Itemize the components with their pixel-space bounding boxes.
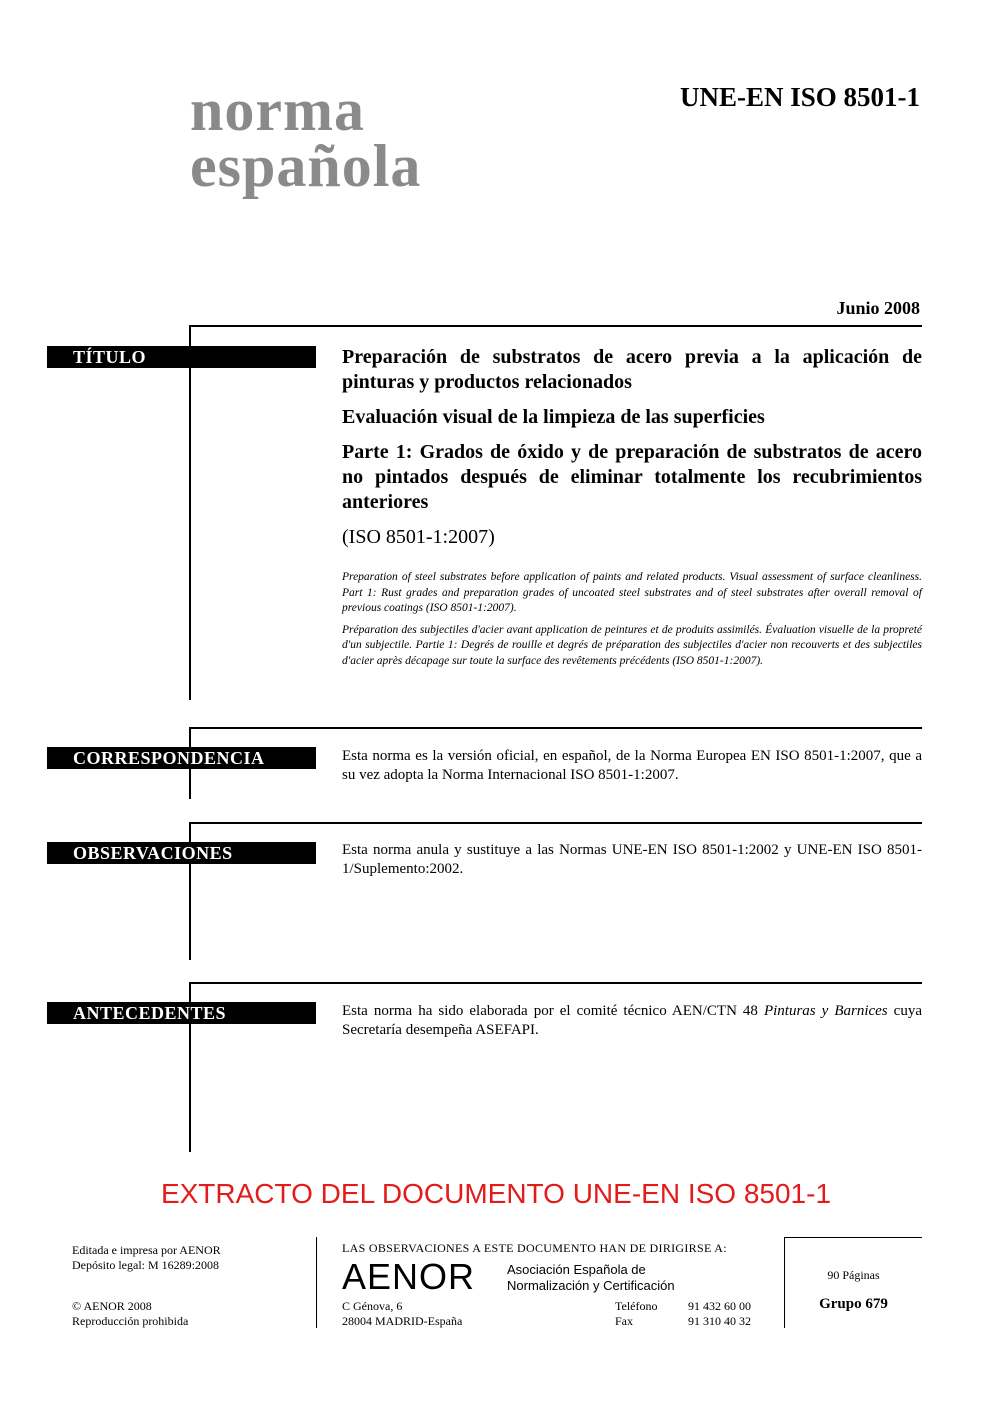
footer-publisher [72, 1243, 221, 1273]
footer-deposit: Depósito legal: M 16289:2008 [72, 1258, 219, 1272]
divider-antecedentes [190, 982, 922, 984]
address-line-2: 28004 MADRID-España [342, 1314, 463, 1328]
phone-number: 91 432 60 00 [688, 1299, 751, 1313]
footer-contact-values [688, 1299, 751, 1329]
vertical-rule-titulo [189, 325, 191, 700]
footer-divider-left [316, 1237, 317, 1328]
footer-rights [72, 1299, 188, 1329]
fax-label: Fax [615, 1314, 633, 1328]
footer-contact-labels [615, 1299, 657, 1329]
section-label-antecedentes: ANTECEDENTES [47, 1002, 316, 1024]
divider-titulo [190, 325, 922, 327]
titulo-content [342, 345, 922, 675]
phone-label: Teléfono [615, 1299, 658, 1313]
aenor-logo: AENOR [342, 1256, 476, 1297]
aenor-full-line-2: Normalización y Certificación [507, 1278, 675, 1293]
section-label-correspondencia: CORRESPONDENCIA [47, 747, 316, 769]
divider-observaciones [190, 822, 922, 824]
section-label-titulo: TÍTULO [47, 346, 316, 368]
price-group: Grupo 679 [819, 1296, 888, 1312]
antecedentes-text-after: cuya Secretaría desempeña ASEFAPI. [342, 1003, 922, 1038]
footer-edited: Editada e impresa por AENOR [72, 1243, 221, 1257]
footer-copyright: © AENOR 2008 [72, 1299, 152, 1313]
standard-code: UNE-EN ISO 8501-1 [679, 82, 920, 112]
footer-box-top [785, 1237, 922, 1238]
correspondencia-text: Esta norma es la versión oficial, en español, de la Norma Europea EN ISO 8501-1:2007, que a su vez adopta la Norma Internacional ISO 8501-1:2007. [342, 748, 922, 783]
divider-correspondencia [190, 727, 922, 729]
footer-observations-header: LAS OBSERVACIONES A ESTE DOCUMENTO HAN DE DIRIGIRSE A: [342, 1241, 727, 1255]
antecedentes-text [342, 1002, 922, 1040]
fax-number: 91 310 40 32 [688, 1314, 751, 1328]
footer-address [342, 1299, 462, 1329]
title-main: Preparación de substratos de acero previa a la aplicación de pinturas y productos relacionados [342, 346, 922, 393]
brand-line-2: española [190, 133, 422, 199]
footer-reproduction: Reproducción prohibida [72, 1314, 189, 1328]
title-sub: Evaluación visual de la limpieza de las superficies [342, 406, 765, 428]
title-english: Preparation of steel substrates before application of paints and related products. Visual assessment of surface cleanliness. Part 1: Rust grades and preparation grades of uncoated steel substrates and of steel substrates after overall removal of previous coatings (ISO 8501-1:2007). [342, 571, 922, 614]
title-french: Préparation des subjectiles d'acier avant application de peintures et de produits assimilés. Évaluation visuelle de la propreté d'un subjectile. Partie 1: Degrés de rouille et degrés de préparation des subjectiles d'acier non recouverts et des subjectiles d'acier après décapage sur toute la surface des revêtements précédents (ISO 8501-1:2007). [342, 623, 922, 667]
title-part: Parte 1: Grados de óxido y de preparación de substratos de acero no pintados después de eliminar totalmente los recubrimientos anteriores [342, 441, 922, 513]
antecedentes-committee-name: Pinturas y Barnices [763, 1003, 888, 1019]
aenor-full-line-1: Asociación Española de [507, 1262, 646, 1277]
brand-line-1: norma [190, 77, 365, 143]
section-label-observaciones: OBSERVACIONES [47, 842, 316, 864]
publication-date: Junio 2008 [836, 298, 920, 318]
antecedentes-text-before: Esta norma ha sido elaborada por el comité técnico AEN/CTN 48 [342, 1003, 764, 1019]
address-line-1: C Génova, 6 [342, 1299, 403, 1313]
observaciones-text: Esta norma anula y sustituye a las Normas UNE-EN ISO 8501-1:2002 y UNE-EN ISO 8501-1/Suplemento:2002. [342, 842, 922, 877]
extract-banner: EXTRACTO DEL DOCUMENTO UNE-EN ISO 8501-1 [160, 1178, 832, 1209]
aenor-full-name [507, 1262, 675, 1294]
brand-wordmark [190, 77, 422, 199]
title-iso-ref: (ISO 8501-1:2007) [342, 526, 495, 548]
page-count: 90 Páginas [827, 1268, 880, 1282]
